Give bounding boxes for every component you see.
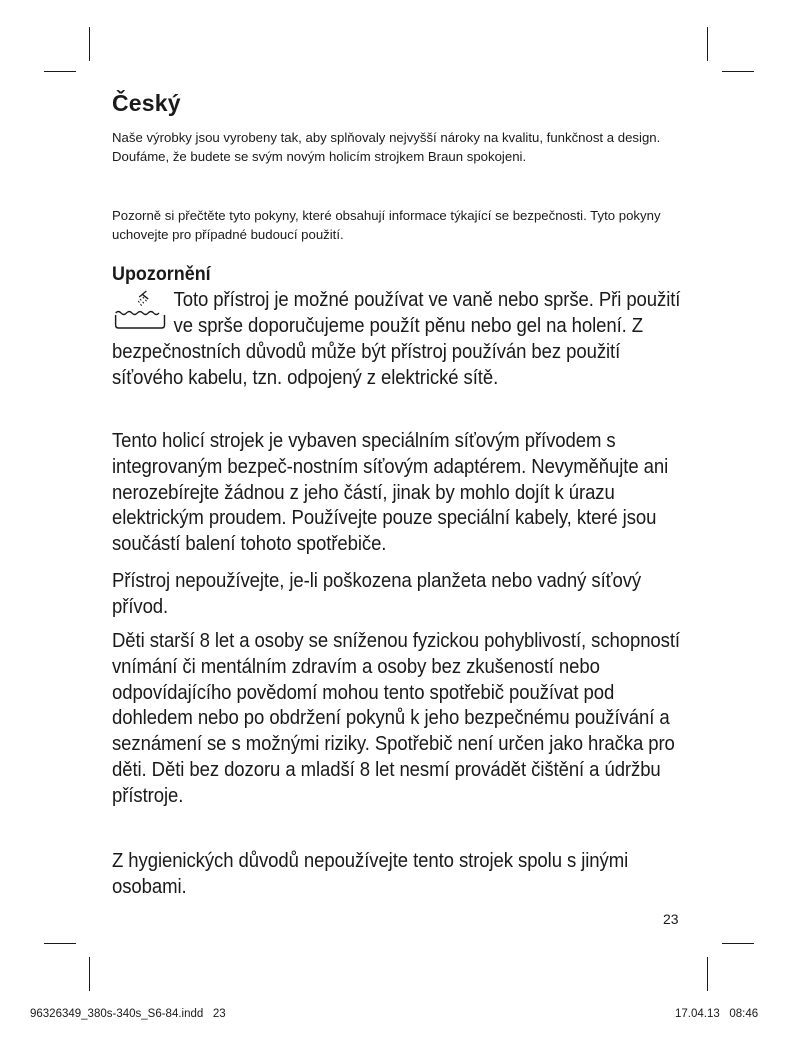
crop-mark-bottom-left-horizontal	[44, 943, 76, 944]
warning-title: Upozornění	[112, 263, 211, 285]
crop-mark-bottom-right-horizontal	[722, 943, 754, 944]
intro-paragraph-safety: Pozorně si přečtěte tyto pokyny, které obsahují informace týkající se bezpečnosti. Tyto pokyny uchovejte pro případné budoucí použití.	[112, 208, 661, 242]
warning-paragraph-hygiene: Z hygienických důvodů nepoužívejte tento strojek spolu s jinými osobami.	[112, 849, 629, 898]
page-number: 23	[663, 911, 679, 927]
footer-timestamp: 17.04.13 08:46	[675, 1008, 759, 1020]
page-title: Český	[112, 90, 181, 116]
warning-paragraph-children: Děti starší 8 let a osoby se sníženou fyzickou pohyblivostí, schopností vnímání či mentálním zdravím a osoby bez zkušeností nebo odpovídajícího povědomí mohou tento spotřebič používat pod dohledem nebo po obdržení pokynů k jeho bezpečnému používání a seznámení se s možnými riziky. Spotřebič není určen jako hračka pro děti. Děti bez dozoru a mladší 8 let nesmí provádět čištění a údržbu přístroje.	[112, 629, 680, 807]
crop-mark-bottom-left-vertical	[89, 957, 90, 991]
warning-paragraph-damaged-foil: Přístroj nepoužívejte, je-li poškozena planžeta nebo vadný síťový přívod.	[112, 569, 642, 618]
crop-mark-top-left-vertical	[89, 27, 90, 61]
footer-file-name: 96326349_380s-340s_S6-84.indd 23	[30, 1008, 226, 1020]
crop-mark-top-right-horizontal	[722, 71, 754, 72]
warning-paragraph-power-cord: Tento holicí strojek je vybaven speciálním síťovým přívodem s integrovaným bezpeč-nostním síťovým adaptérem. Nevyměňujte ani nerozebírejte žádnou z jeho částí, jinak by mohlo dojít k úrazu elektrickým proudem. Používejte pouze speciální kabely, které jsou součástí balení tohoto spotřebiče.	[112, 429, 669, 556]
bath-shower-icon	[112, 287, 170, 337]
crop-mark-top-left-horizontal	[44, 71, 76, 72]
crop-mark-top-right-vertical	[707, 27, 708, 61]
intro-paragraph-quality: Naše výrobky jsou vyrobeny tak, aby splňovaly nejvyšší nároky na kvalitu, funkčnost a design. Doufáme, že budete se svým novým holicím strojkem Braun spokojeni.	[112, 130, 661, 164]
crop-mark-bottom-right-vertical	[707, 957, 708, 991]
warning-first-paragraph-text: Toto přístroj je možné používat ve vaně nebo sprše. Při použití ve sprše doporučujeme použít pěnu nebo gel na holení. Z bezpečnostních důvodů může být přístroj používán bez použití síťového kabelu, tzn. odpojený z elektrické sítě.	[112, 288, 681, 389]
warning-first-paragraph	[112, 287, 691, 391]
